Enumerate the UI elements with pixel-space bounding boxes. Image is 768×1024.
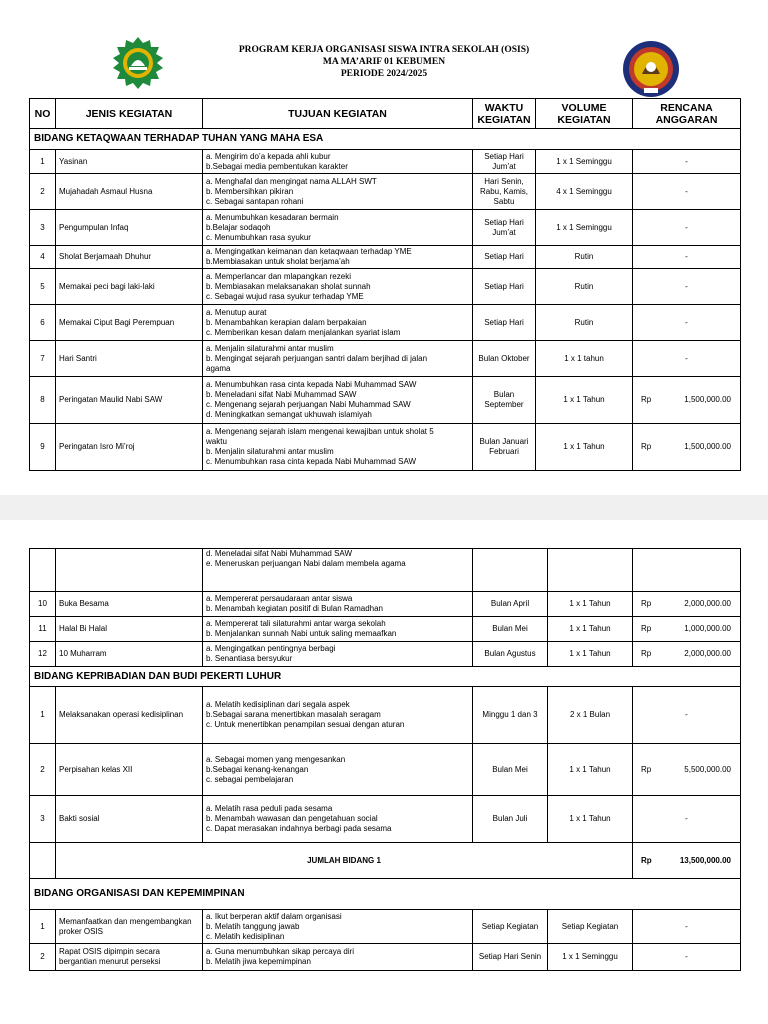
section-row — [30, 129, 741, 150]
objective-line: b. Melatih tanggung jawab — [206, 921, 300, 931]
activity-objectives — [203, 424, 473, 471]
table-header-row — [30, 99, 741, 129]
objective-line: a. Menumbuhkan kesadaran bermain — [206, 212, 339, 222]
activity-time: Bulan Januari Februari — [473, 424, 536, 471]
row-number: 7 — [30, 341, 56, 377]
objective-line: b. Melatih jiwa kepemimpinan — [206, 957, 311, 966]
activity-budget — [633, 744, 741, 796]
activity-budget: - — [633, 210, 741, 246]
title-line-1: PROGRAM KERJA ORGANISASI SISWA INTRA SEKOLAH (OSIS) — [238, 45, 530, 55]
activity-volume: 1 x 1 Tahun — [548, 642, 633, 667]
row-number: 8 — [30, 377, 56, 424]
activity-budget — [633, 377, 741, 424]
row-number: 2 — [30, 944, 56, 971]
activity-budget: - — [633, 174, 741, 210]
currency-label: Rp — [641, 855, 652, 865]
activity-time: Setiap Hari Jum’at — [473, 210, 536, 246]
row-number: 1 — [30, 150, 56, 174]
objective-line: c. Untuk menertibkan penampilan sesuai dengan aturan — [206, 720, 405, 729]
activity-name: Memakai peci bagi laki-laki — [56, 269, 203, 305]
activity-budget: - — [633, 910, 741, 944]
objective-line: a. Mempererat tali silaturahmi antar warga sekolah — [206, 619, 386, 628]
activity-name — [56, 549, 203, 592]
activity-budget: - — [633, 150, 741, 174]
activity-time: Bulan Agustus — [473, 642, 548, 667]
activity-volume: 2 x 1 Bulan — [548, 687, 633, 744]
column-header-no: NO — [30, 99, 56, 129]
activity-volume — [548, 549, 633, 592]
activity-name: Peringatan Isro Mi’roj — [56, 424, 203, 471]
table-row — [30, 269, 741, 305]
activity-budget: - — [633, 246, 741, 269]
title-line-3: PERIODE 2024/2025 — [340, 69, 428, 79]
objective-line: d. Meningkatkan semangat ukhuwah islamiyah — [206, 410, 372, 419]
activity-volume: 1 x 1 Tahun — [548, 592, 633, 617]
objective-line: a. Ikut berperan aktif dalam organisasi — [206, 911, 342, 921]
activity-name: Melaksanakan operasi kedisiplinan — [56, 687, 203, 744]
budget-value: 2,000,000.00 — [684, 599, 731, 608]
column-header-tujuan: TUJUAN KEGIATAN — [203, 99, 473, 129]
activity-volume: 1 x 1 Seminggu — [536, 210, 633, 246]
budget-value: 5,500,000.00 — [684, 764, 731, 774]
activity-name: Hari Santri — [56, 341, 203, 377]
activity-name: Memanfaatkan dan mengembangkan proker OSIS — [56, 910, 203, 944]
objective-line: c. Melatih kedisiplinan — [206, 931, 285, 941]
column-header-waktu: WAKTU KEGIATAN — [473, 99, 536, 129]
activity-budget — [633, 424, 741, 471]
activity-time — [473, 549, 548, 592]
objective-line: d. Meneladai sifat Nabi Muhammad SAW — [206, 549, 352, 558]
budget-amount — [636, 649, 737, 659]
table-row — [30, 341, 741, 377]
activity-time: Bulan April — [473, 592, 548, 617]
activity-time: Setiap Hari Senin — [473, 944, 548, 971]
continuation-row — [30, 549, 741, 592]
budget-amount — [636, 624, 737, 634]
activity-objectives — [203, 744, 473, 796]
currency-label: Rp — [641, 624, 652, 633]
activity-name: Bakti sosial — [56, 796, 203, 843]
section-row — [30, 667, 741, 687]
activity-time: Bulan Mei — [473, 617, 548, 642]
table-row — [30, 910, 741, 944]
objective-line: b. Mengingat sejarah perjuangan santri dalam berjihad di jalan — [206, 353, 428, 363]
objective-line: b. Membersihkan pikiran — [206, 186, 294, 196]
activity-budget: - — [633, 269, 741, 305]
activity-time: Bulan Oktober — [473, 341, 536, 377]
activity-volume: 1 x 1 Seminggu — [548, 944, 633, 971]
objective-line: c. Sebagai wujud rasa syukur terhadap YME — [206, 291, 364, 301]
currency-label: Rp — [641, 442, 652, 451]
page-1 — [0, 0, 768, 495]
program-table-part-1 — [29, 98, 741, 471]
table-row — [30, 796, 741, 843]
activity-time: Bulan September — [473, 377, 536, 424]
activity-objectives — [203, 305, 473, 341]
activity-budget: - — [633, 687, 741, 744]
table-row — [30, 150, 741, 174]
objective-line: a. Mengenang sejarah islam mengenai kewajiban untuk sholat 5 — [206, 427, 434, 436]
activity-objectives — [203, 341, 473, 377]
row-number: 10 — [30, 592, 56, 617]
budget-value: 1,000,000.00 — [684, 624, 731, 633]
objective-line: c. Dapat merasakan indahnya berbagi pada sesama — [206, 824, 392, 833]
objective-line: a. Mengingatkan pentingnya berbagi — [206, 644, 336, 653]
column-header-anggaran: RENCANA ANGGARAN — [633, 99, 741, 129]
currency-label: Rp — [641, 764, 652, 774]
row-number: 1 — [30, 910, 56, 944]
page-2 — [0, 520, 768, 1024]
objective-line: a. Menghafal dan mengingat nama ALLAH SWT — [206, 176, 377, 186]
activity-name: Pengumpulan Infaq — [56, 210, 203, 246]
activity-volume: 4 x 1 Seminggu — [536, 174, 633, 210]
activity-time: Bulan Mei — [473, 744, 548, 796]
objective-line: b.Sebagai kenang-kenangan — [206, 764, 309, 774]
objective-line: b.Sebagai media pembentukan karakter — [206, 161, 348, 171]
activity-volume: Setiap Kegiatan — [548, 910, 633, 944]
table-row — [30, 210, 741, 246]
objective-line: a. Menjalin silaturahmi antar muslim — [206, 343, 334, 353]
activity-name: Peringatan Maulid Nabi SAW — [56, 377, 203, 424]
activity-objectives — [203, 174, 473, 210]
section-row — [30, 879, 741, 910]
section-title: BIDANG ORGANISASI DAN KEPEMIMPINAN — [30, 879, 741, 910]
objective-line: c. sebagai pembelajaran — [206, 774, 294, 784]
activity-objectives — [203, 687, 473, 744]
objective-line: c. Mengenang sejarah perjuangan Nabi Muhammad SAW — [206, 400, 411, 409]
activity-objectives — [203, 377, 473, 424]
activity-name: Memakai Ciput Bagi Perempuan — [56, 305, 203, 341]
activity-volume: 1 x 1 Tahun — [536, 377, 633, 424]
objective-line: b. Membiasakan melaksanakan sholat sunnah — [206, 281, 371, 291]
activity-objectives — [203, 944, 473, 971]
activity-budget: - — [633, 796, 741, 843]
activity-time: Setiap Hari — [473, 305, 536, 341]
activity-objectives — [203, 246, 473, 269]
activity-volume: 1 x 1 Tahun — [548, 744, 633, 796]
program-table-part-2 — [29, 548, 741, 971]
activity-objectives — [203, 617, 473, 642]
section-title: BIDANG KETAQWAAN TERHADAP TUHAN YANG MAHA ESA — [30, 129, 741, 150]
objective-line: agama — [206, 363, 231, 373]
objective-line: a. Menutup aurat — [206, 307, 267, 317]
table-row — [30, 305, 741, 341]
objective-line: b.Membiasakan untuk sholat berjama’ah — [206, 257, 350, 266]
row-number: 2 — [30, 174, 56, 210]
row-number: 5 — [30, 269, 56, 305]
activity-time: Bulan Juli — [473, 796, 548, 843]
objective-line: b. Meneladani sifat Nabi Muhammad SAW — [206, 390, 357, 399]
budget-amount — [636, 599, 737, 609]
objective-line: c. Memberikan kesan dalam menjalankan syariat islam — [206, 327, 401, 337]
osis-emblem-icon — [622, 40, 680, 98]
budget-amount — [636, 765, 737, 775]
activity-time: Setiap Hari — [473, 269, 536, 305]
total-label: JUMLAH BIDANG 1 — [56, 843, 633, 879]
objective-line: b.Belajar sodaqoh — [206, 222, 271, 232]
table-row — [30, 944, 741, 971]
budget-value: 2,000,000.00 — [684, 649, 731, 658]
total-value: 13,500,000.00 — [679, 855, 731, 865]
objective-line: waktu — [206, 437, 227, 446]
objective-line: b. Menambah kegiatan positif di Bulan Ramadhan — [206, 604, 383, 613]
row-number: 12 — [30, 642, 56, 667]
activity-objectives — [203, 150, 473, 174]
budget-value: 1,500,000.00 — [684, 442, 731, 451]
table-row — [30, 592, 741, 617]
objective-line: a. Melatih kedisiplinan dari segala aspek — [206, 700, 350, 709]
activity-budget: - — [633, 944, 741, 971]
objective-line: a. Memperlancar dan mlapangkan rezeki — [206, 271, 351, 281]
activity-budget — [633, 592, 741, 617]
activity-objectives — [203, 210, 473, 246]
activity-budget — [633, 617, 741, 642]
activity-budget: - — [633, 341, 741, 377]
table-row — [30, 174, 741, 210]
activity-volume: Rutin — [536, 305, 633, 341]
row-number — [30, 549, 56, 592]
budget-amount — [636, 442, 737, 452]
currency-label: Rp — [641, 395, 652, 404]
row-number: 1 — [30, 687, 56, 744]
objective-line: a. Menumbuhkan rasa cinta kepada Nabi Muhammad SAW — [206, 380, 417, 389]
objective-line: c. Menumbuhkan rasa syukur — [206, 232, 311, 242]
activity-budget: - — [633, 305, 741, 341]
objective-line: c. Sebagai santapan rohani — [206, 196, 304, 206]
table-row — [30, 744, 741, 796]
objective-line: b. Menambah wawasan dan pengetahuan social — [206, 814, 378, 823]
activity-volume: Rutin — [536, 246, 633, 269]
activity-volume: 1 x 1 Seminggu — [536, 150, 633, 174]
objective-line: a. Mempererat persaudaraan antar siswa — [206, 594, 353, 603]
objective-line: b.Sebagai sarana menertibkan masalah seragam — [206, 710, 381, 719]
objective-line: a. Mengingatkan keimanan dan ketaqwaan terhadap YME — [206, 247, 412, 256]
column-header-volume: VOLUME KEGIATAN — [536, 99, 633, 129]
table-row — [30, 377, 741, 424]
objective-line: a. Sebagai momen yang mengesankan — [206, 754, 346, 764]
total-budget — [633, 843, 741, 879]
activity-budget — [633, 642, 741, 667]
section-title: BIDANG KEPRIBADIAN DAN BUDI PEKERTI LUHUR — [30, 667, 741, 687]
activity-time: Setiap Hari — [473, 246, 536, 269]
row-number: 3 — [30, 210, 56, 246]
objective-line: a. Guna menumbuhkan sikap percaya diri — [206, 947, 355, 956]
table-row — [30, 617, 741, 642]
activity-volume: 1 x 1 Tahun — [536, 424, 633, 471]
activity-objectives — [203, 910, 473, 944]
activity-time: Minggu 1 dan 3 — [473, 687, 548, 744]
activity-objectives — [203, 592, 473, 617]
activity-objectives — [203, 269, 473, 305]
activity-budget — [633, 549, 741, 592]
row-number: 2 — [30, 744, 56, 796]
row-number: 6 — [30, 305, 56, 341]
table-row — [30, 642, 741, 667]
objective-line: e. Meneruskan perjuangan Nabi dalam membela agama — [206, 559, 406, 568]
activity-objectives — [203, 549, 473, 592]
activity-time: Setiap Hari Jum’at — [473, 150, 536, 174]
activity-volume: 1 x 1 Tahun — [548, 796, 633, 843]
activity-name: Perpisahan kelas XII — [56, 744, 203, 796]
table-row — [30, 687, 741, 744]
activity-volume: 1 x 1 Tahun — [548, 617, 633, 642]
table-row — [30, 424, 741, 471]
row-number — [30, 843, 56, 879]
objective-line: a. Mengirim do’a kepada ahli kubur — [206, 151, 331, 161]
activity-objectives — [203, 796, 473, 843]
activity-volume: 1 x 1 tahun — [536, 341, 633, 377]
budget-value: 1,500,000.00 — [684, 395, 731, 404]
activity-name: Halal Bi Halal — [56, 617, 203, 642]
row-number: 3 — [30, 796, 56, 843]
row-number: 9 — [30, 424, 56, 471]
table-row — [30, 246, 741, 269]
column-header-jenis: JENIS KEGIATAN — [56, 99, 203, 129]
objective-line: b. Menambahkan kerapian dalam berpakaian — [206, 317, 367, 327]
currency-label: Rp — [641, 649, 652, 658]
activity-name: Yasinan — [56, 150, 203, 174]
currency-label: Rp — [641, 599, 652, 608]
row-number: 11 — [30, 617, 56, 642]
activity-name: Sholat Berjamaah Dhuhur — [56, 246, 203, 269]
objective-line: b. Senantiasa bersyukur — [206, 654, 293, 663]
activity-objectives — [203, 642, 473, 667]
activity-volume: Rutin — [536, 269, 633, 305]
total-row — [30, 843, 741, 879]
objective-line: a. Melatih rasa peduli pada sesama — [206, 804, 333, 813]
row-number: 4 — [30, 246, 56, 269]
activity-name: Buka Besama — [56, 592, 203, 617]
activity-name: Mujahadah Asmaul Husna — [56, 174, 203, 210]
activity-time: Hari Senin, Rabu, Kamis, Sabtu — [473, 174, 536, 210]
total-amount — [636, 856, 737, 866]
budget-amount — [636, 395, 737, 405]
title-line-2: MA MA’ARIF 01 KEBUMEN — [322, 57, 446, 67]
objective-line: b. Menjalankan sunnah Nabi untuk saling memaafkan — [206, 629, 397, 638]
activity-name: Rapat OSIS dipimpin secara bergantian menurut perseksi — [56, 944, 203, 971]
activity-time: Setiap Kegiatan — [473, 910, 548, 944]
objective-line: b. Menjalin silaturahmi antar muslim — [206, 447, 334, 456]
objective-line: c. Menumbuhkan rasa cinta kepada Nabi Muhammad SAW — [206, 457, 417, 466]
activity-name: 10 Muharram — [56, 642, 203, 667]
